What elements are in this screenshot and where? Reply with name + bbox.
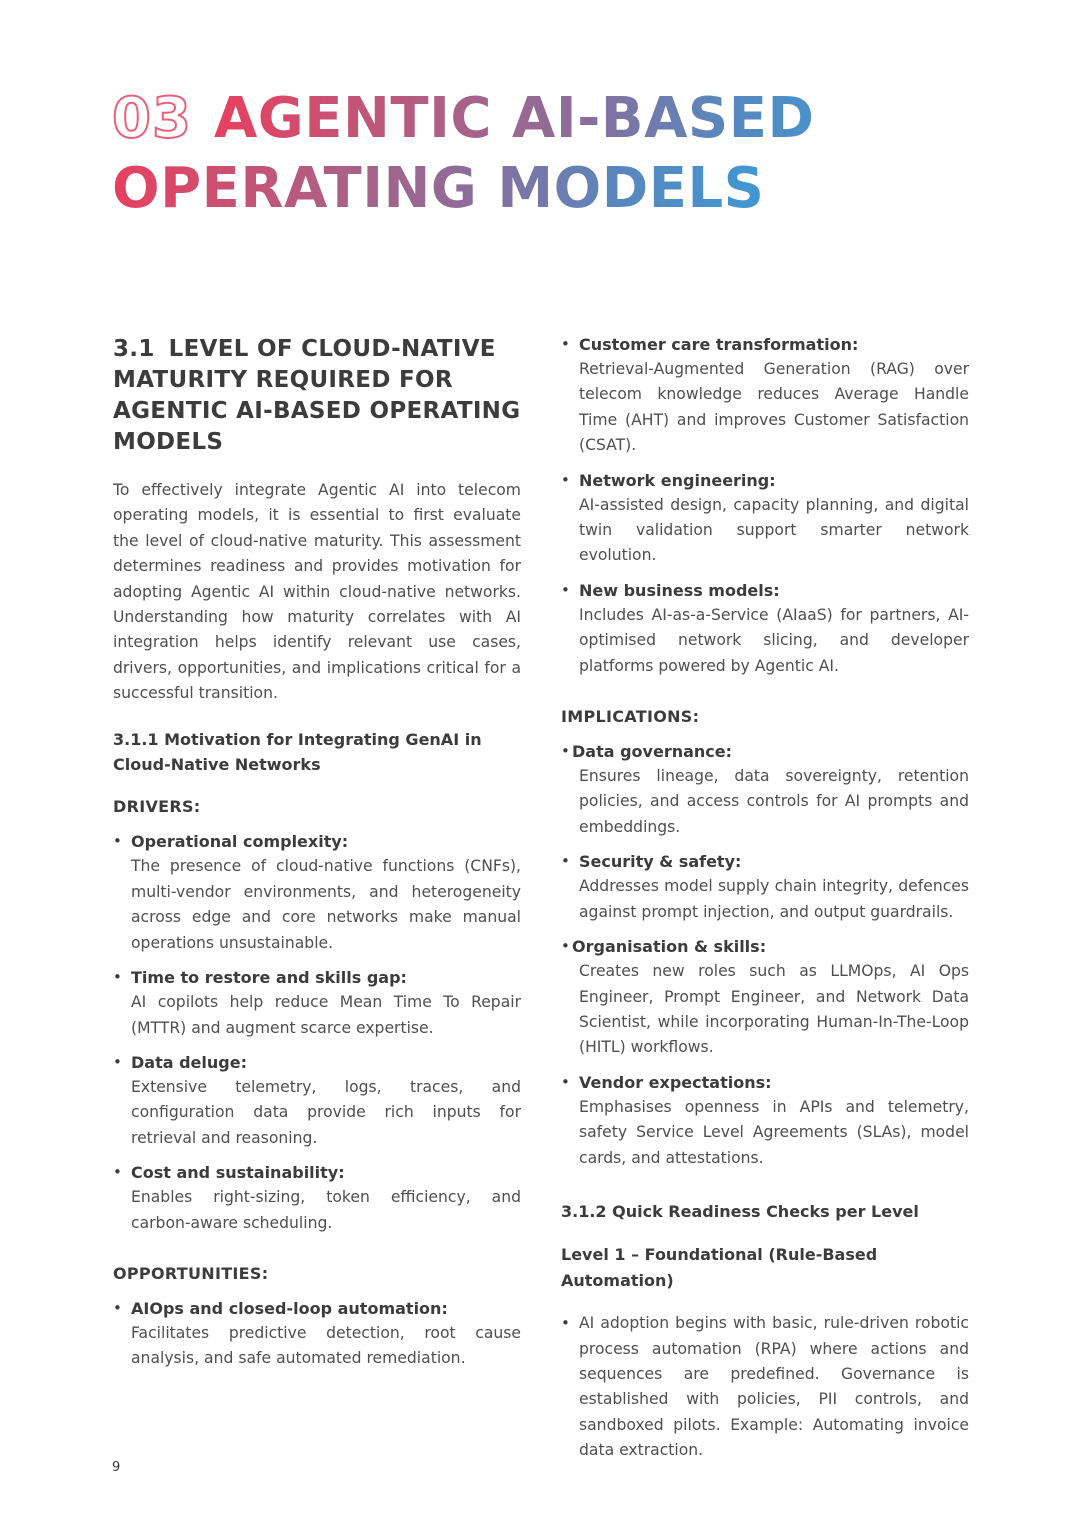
- chapter-title-line-1: [112, 84, 815, 154]
- section-heading: [113, 334, 521, 458]
- opportunity-body: Includes AI-as-a-Service (AIaaS) for partners, AI-optimised network slicing, and developer platforms powered by Agentic AI.: [579, 605, 969, 675]
- chapter-number: 03: [112, 86, 192, 151]
- subsection-heading-311: 3.1.1 Motivation for Integrating GenAI in Cloud-Native Networks: [113, 729, 482, 775]
- page-number: 9: [112, 1460, 121, 1475]
- driver-item: [113, 829, 521, 956]
- opportunity-title: AIOps and closed-loop automation:: [131, 1298, 448, 1318]
- opportunity-title: Network engineering:: [579, 470, 776, 490]
- bullet-icon: •: [561, 580, 570, 599]
- bullet-icon: •: [113, 1052, 122, 1071]
- implication-title: Security & safety:: [579, 852, 742, 872]
- right-column: [561, 332, 969, 1464]
- driver-item: [113, 1160, 521, 1236]
- bullet-icon: •: [561, 335, 570, 353]
- drivers-label: DRIVERS:: [113, 797, 201, 817]
- driver-item: [113, 1050, 521, 1151]
- bullet-icon: •: [561, 742, 570, 761]
- opportunity-item: [113, 1296, 521, 1372]
- driver-item: [113, 965, 521, 1041]
- level1-body: AI adoption begins with basic, rule-driven robotic process automation (RPA) where actions and sequences are predefined. Governance is established with policies, PII controls, and sandboxed pilots. Example: Automating invoice data extraction.: [579, 1314, 969, 1460]
- section-intro: To effectively integrate Agentic AI into telecom operating models, it is essential to first evaluate the level of cloud-native maturity. This assessment determines readiness and provides motivation for adopting Agentic AI within cloud-native networks. Understanding how maturity correlates with AI integration helps identify relevant use cases, drivers, opportunities, and implications critical for a successful transition.: [113, 481, 521, 703]
- chapter-title-line-2: OPERATING MODELS: [112, 154, 812, 224]
- implication-item: [561, 849, 969, 925]
- bullet-icon: •: [113, 1298, 122, 1317]
- driver-title: Data deluge:: [131, 1052, 247, 1072]
- opportunity-body: Facilitates predictive detection, root cause analysis, and safe automated remediation.: [131, 1323, 521, 1368]
- implication-title: Data governance:: [572, 742, 733, 762]
- implication-body: Creates new roles such as LLMOps, AI Ops Engineer, Prompt Engineer, and Network Data Scientist, while incorporating Human-In-The-Loop (HITL) workflows.: [579, 962, 969, 1057]
- chapter-title: [112, 84, 815, 224]
- driver-title: Time to restore and skills gap:: [131, 968, 407, 988]
- opportunity-title: New business models:: [579, 580, 780, 600]
- driver-body: Extensive telemetry, logs, traces, and configuration data provide rich inputs for retrieval and reasoning.: [131, 1077, 521, 1147]
- section-title: LEVEL OF CLOUD-NATIVE MATURITY REQUIRED FOR AGENTIC AI-BASED OPERATING MODELS: [113, 336, 521, 455]
- opportunities-label: OPPORTUNITIES:: [113, 1263, 269, 1283]
- driver-title: Operational complexity:: [131, 832, 349, 852]
- implications-label: IMPLICATIONS:: [561, 707, 700, 727]
- implication-title: Vendor expectations:: [579, 1072, 772, 1092]
- opportunity-body: AI-assisted design, capacity planning, and digital twin validation support smarter network evolution.: [579, 495, 969, 565]
- implication-body: Ensures lineage, data sovereignty, retention policies, and access controls for AI prompts and embeddings.: [579, 767, 969, 836]
- level1-heading: Level 1 – Foundational (Rule-Based Automation): [561, 1245, 878, 1290]
- bullet-icon: •: [561, 937, 570, 956]
- implication-body: Emphasises openness in APIs and telemetry, safety Service Level Agreements (SLAs), model cards, and attestations.: [579, 1097, 969, 1167]
- driver-body: The presence of cloud-native functions (CNFs), multi-vendor environments, and heterogeneity across edge and core networks make manual operations unsustainable.: [131, 857, 521, 952]
- left-column: [113, 330, 521, 1372]
- opportunity-title: Customer care transformation:: [579, 335, 859, 354]
- implication-item: [561, 739, 969, 840]
- section-number: 3.1: [113, 336, 155, 362]
- opportunity-item: [561, 332, 969, 459]
- driver-body: AI copilots help reduce Mean Time To Repair (MTTR) and augment scarce expertise.: [131, 993, 521, 1037]
- subsection-heading-312: 3.1.2 Quick Readiness Checks per Level: [561, 1201, 919, 1221]
- opportunity-item: [561, 468, 969, 569]
- bullet-icon: •: [113, 968, 122, 987]
- bullet-icon: •: [113, 832, 122, 851]
- bullet-icon: •: [561, 852, 570, 871]
- level1-item: [561, 1311, 969, 1463]
- opportunity-body: Retrieval-Augmented Generation (RAG) over telecom knowledge reduces Average Handle Time (AHT) and improves Customer Satisfaction (CSAT).: [579, 360, 969, 455]
- implication-item: [561, 1070, 969, 1171]
- driver-title: Cost and sustainability:: [131, 1163, 345, 1183]
- driver-body: Enables right-sizing, token efficiency, and carbon-aware scheduling.: [131, 1188, 521, 1232]
- opportunity-item: [561, 578, 969, 679]
- bullet-icon: •: [561, 1314, 570, 1333]
- bullet-icon: •: [113, 1163, 122, 1182]
- implication-body: Addresses model supply chain integrity, defences against prompt injection, and output guardrails.: [579, 877, 969, 921]
- chapter-title-text-1: AGENTIC AI-BASED: [213, 86, 815, 151]
- bullet-icon: •: [561, 1072, 570, 1091]
- implication-item: [561, 934, 969, 1061]
- bullet-icon: •: [561, 470, 570, 489]
- implication-title: Organisation & skills:: [572, 937, 767, 957]
